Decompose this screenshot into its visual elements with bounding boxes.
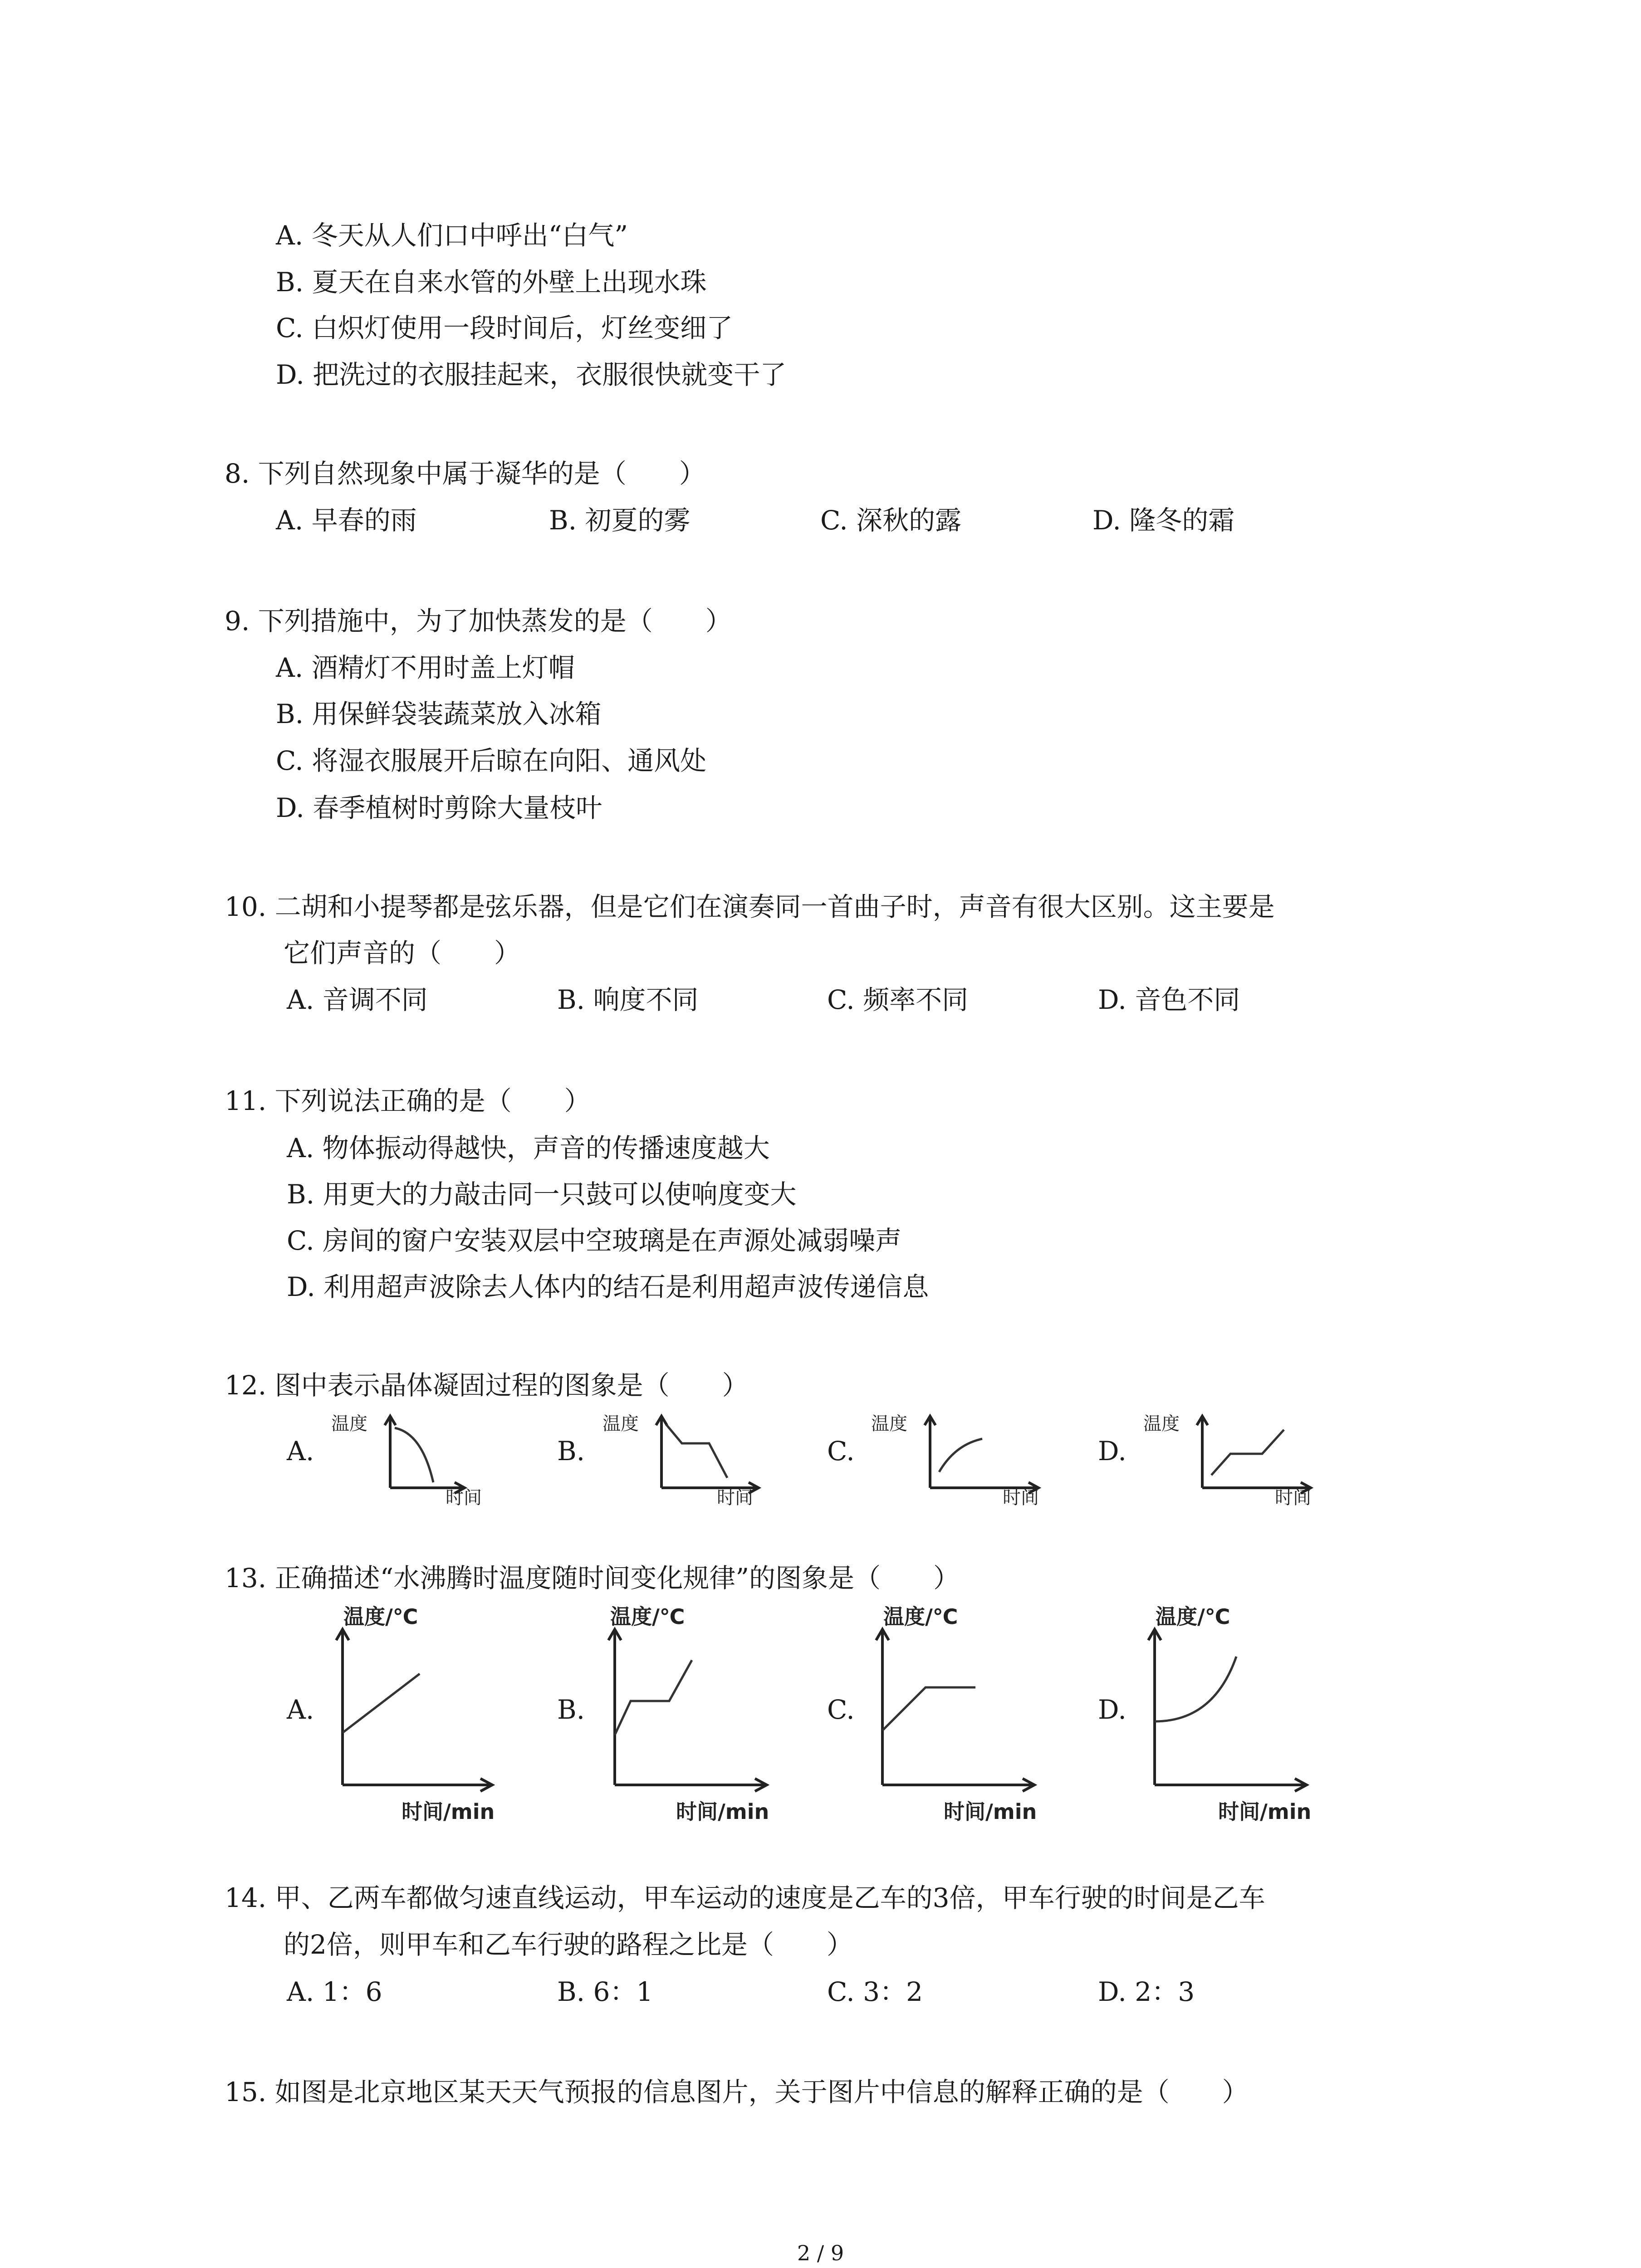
q12-a-x-label: 时间	[446, 1487, 482, 1508]
q12-c-curve	[939, 1439, 982, 1472]
q13-graph-d	[1150, 1601, 1313, 1823]
q13-d-curve	[1155, 1657, 1236, 1721]
q12-graph-b	[603, 1411, 766, 1515]
q12-graph-a	[331, 1411, 482, 1515]
q9-option-c: C. 将湿衣服展开后晾在向阳、通风处	[276, 745, 707, 776]
q9-option-a: A. 酒精灯不用时盖上灯帽	[276, 652, 575, 683]
q12-d-x-label: 时间	[1275, 1487, 1311, 1508]
q12-d-curve	[1211, 1430, 1284, 1475]
q14-stem-line2: 的2倍，则甲车和乙车行驶的路程之比是（ ）	[284, 1929, 853, 1960]
q10-option-c: C. 频率不同	[827, 984, 969, 1015]
q13-a-x-label: 时间/min	[402, 1799, 495, 1824]
q7-option-b: B. 夏天在自来水管的外壁上出现水珠	[276, 267, 707, 298]
q12-option-d-label: D.	[1098, 1436, 1127, 1466]
q12-b-y-label: 温度	[603, 1413, 639, 1434]
q14-option-d: D. 2：3	[1098, 1976, 1195, 2007]
q13-c-x-label: 时间/min	[944, 1799, 1037, 1824]
q12-c-y-label: 温度	[871, 1413, 907, 1434]
q10-option-b: B. 响度不同	[557, 984, 699, 1015]
q8-option-b: B. 初夏的雾	[549, 505, 691, 536]
q12-graph-c	[871, 1411, 1053, 1515]
q13-option-b-label: B.	[557, 1694, 585, 1725]
q13-option-a-label: A.	[287, 1694, 314, 1725]
q13-d-x-label: 时间/min	[1218, 1799, 1312, 1824]
q15-stem: 15. 如图是北京地区某天天气预报的信息图片，关于图片中信息的解释正确的是（ ）	[225, 2077, 1249, 2107]
q14-stem-line1: 14. 甲、乙两车都做匀速直线运动，甲车运动的速度是乙车的3倍，甲车行驶的时间是乙车	[225, 1882, 1265, 1913]
q14-option-c: C. 3：2	[827, 1976, 923, 2007]
q7-option-d: D. 把洗过的衣服挂起来，衣服很快就变干了	[276, 359, 787, 390]
q11-option-c: C. 房间的窗户安装双层中空玻璃是在声源处减弱噪声	[287, 1225, 902, 1256]
q8-option-c: C. 深秋的露	[820, 505, 962, 536]
q8-option-a: A. 早春的雨	[276, 505, 417, 536]
q14-option-a: A. 1：6	[287, 1976, 382, 2007]
q13-a-curve	[343, 1674, 420, 1733]
q13-b-curve	[615, 1660, 692, 1735]
q12-a-curve	[395, 1428, 433, 1482]
q13-option-c-label: C.	[827, 1694, 855, 1725]
q12-graph-d	[1143, 1411, 1325, 1515]
q13-b-y-label: 温度/℃	[610, 1604, 685, 1629]
q9-option-b: B. 用保鲜袋装蔬菜放入冰箱	[276, 699, 602, 729]
page-number: 2 / 9	[797, 2241, 844, 2265]
q12-c-x-label: 时间	[1003, 1487, 1039, 1508]
q13-b-x-label: 时间/min	[676, 1799, 769, 1824]
q11-option-d: D. 利用超声波除去人体内的结石是利用超声波传递信息	[287, 1271, 929, 1302]
q13-c-curve	[882, 1687, 975, 1730]
q9-option-d: D. 春季植树时剪除大量枝叶	[276, 792, 603, 823]
q12-b-x-label: 时间	[717, 1487, 753, 1508]
q13-graph-c	[878, 1601, 1041, 1823]
q12-option-c-label: C.	[827, 1436, 855, 1466]
q12-option-b-label: B.	[557, 1436, 585, 1466]
q11-option-b: B. 用更大的力敲击同一只鼓可以使响度变大	[287, 1179, 797, 1210]
q10-stem-line1: 10. 二胡和小提琴都是弦乐器，但是它们在演奏同一首曲子时，声音有很大区别。这主要是	[225, 891, 1275, 922]
q10-option-d: D. 音色不同	[1098, 984, 1240, 1015]
q12-b-curve	[666, 1424, 727, 1478]
q13-d-y-label: 温度/℃	[1156, 1604, 1230, 1629]
q13-stem: 13. 正确描述“水沸腾时温度随时间变化规律”的图象是（ ）	[225, 1563, 960, 1593]
q7-option-c: C. 白炽灯使用一段时间后，灯丝变细了	[276, 313, 733, 343]
q9-stem: 9. 下列措施中，为了加快蒸发的是（ ）	[225, 606, 732, 636]
q10-option-a: A. 音调不同	[287, 984, 428, 1015]
q8-option-d: D. 隆冬的霜	[1092, 505, 1235, 536]
q7-option-a: A. 冬天从人们口中呼出“白气”	[276, 220, 628, 251]
q13-graph-b	[610, 1601, 774, 1823]
q12-a-y-label: 温度	[331, 1413, 367, 1434]
q10-stem-line2: 它们声音的（ ）	[284, 938, 521, 968]
q11-option-a: A. 物体振动得越快，声音的传播速度越大	[287, 1133, 770, 1163]
q11-stem: 11. 下列说法正确的是（ ）	[225, 1085, 591, 1116]
q13-a-y-label: 温度/℃	[343, 1604, 418, 1629]
q13-graph-a	[338, 1601, 501, 1823]
q12-option-a-label: A.	[287, 1436, 314, 1466]
q14-option-b: B. 6：1	[557, 1976, 653, 2007]
q13-option-d-label: D.	[1098, 1694, 1127, 1725]
q13-c-y-label: 温度/℃	[883, 1604, 958, 1629]
q12-d-y-label: 温度	[1143, 1413, 1180, 1434]
q8-stem: 8. 下列自然现象中属于凝华的是（ ）	[225, 458, 705, 489]
q12-stem: 12. 图中表示晶体凝固过程的图象是（ ）	[225, 1370, 749, 1401]
